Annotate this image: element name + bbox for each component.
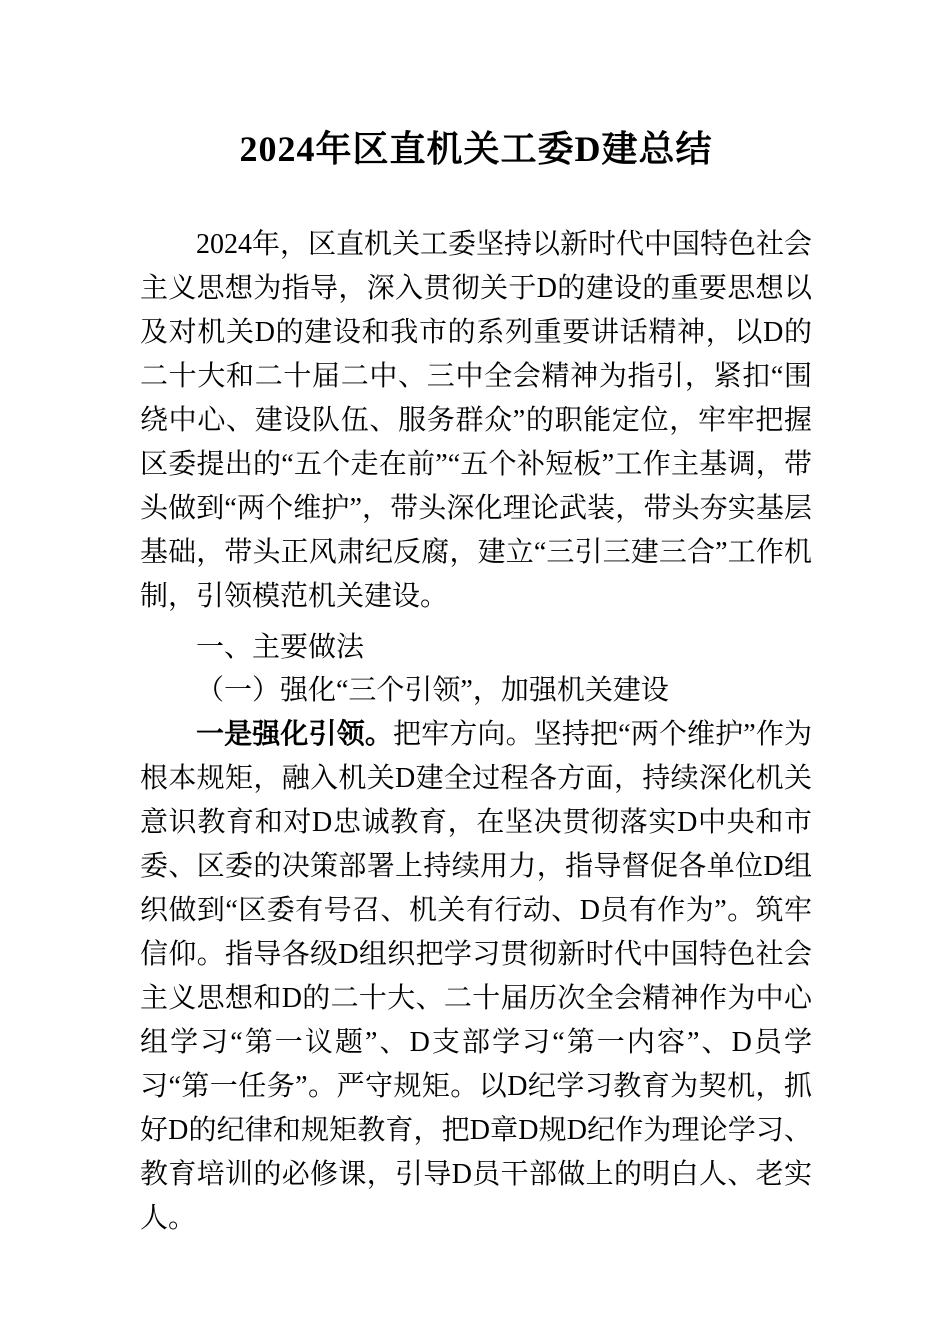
paragraph-measure-1 (140, 713, 812, 1241)
paragraph-lead-bold: 一是强化引领。 (196, 719, 393, 750)
document-body (140, 223, 812, 1241)
subsection-heading-three-leads: （一）强化“三个引领”，加强机关建设 (196, 675, 669, 706)
section-heading-main-practices: 一、主要做法 (196, 631, 365, 662)
paragraph-intro: 2024年，区直机关工委坚持以新时代中国特色社会主义思想为指导，深入贯彻关于D的建设的重要思想以及对机关D的建设和我市的系列重要讲话精神，以D的二十大和二十届二中、三中全会精神为指引，紧扣“围绕中心、建设队伍、服务群众”的职能定位，牢牢把握区委提出的“五个走在前”“五个补短板”工作主基调，带头做到“两个维护”，带头深化理论武装，带头夯实基层基础，带头正风肃纪反腐，建立“三引三建三合”工作机制，引领模范机关建设。 (140, 229, 813, 612)
paragraph-measure-1-text: 把牢方向。坚持把“两个维护”作为根本规矩，融入机关D建全过程各方面，持续深化机关意识教育和对D忠诚教育，在坚决贯彻落实D中央和市委、区委的决策部署上持续用力，指导督促各单位D组织做到“区委有号召、机关有行动、D员有作为”。筑牢信仰。指导各级D组织把学习贯彻新时代中国特色社会主义思想和D的二十大、二十届历次全会精神作为中心组学习“第一议题”、D支部学习“第一内容”、D员学习“第一任务”。严守规矩。以D纪学习教育为契机，抓好D的纪律和规矩教育，把D章D规D纪作为理论学习、教育培训的必修课，引导D员干部做上的明白人、老实人。 (140, 719, 812, 1234)
page-title: 2024年区直机关工委D建总结 (239, 129, 713, 169)
